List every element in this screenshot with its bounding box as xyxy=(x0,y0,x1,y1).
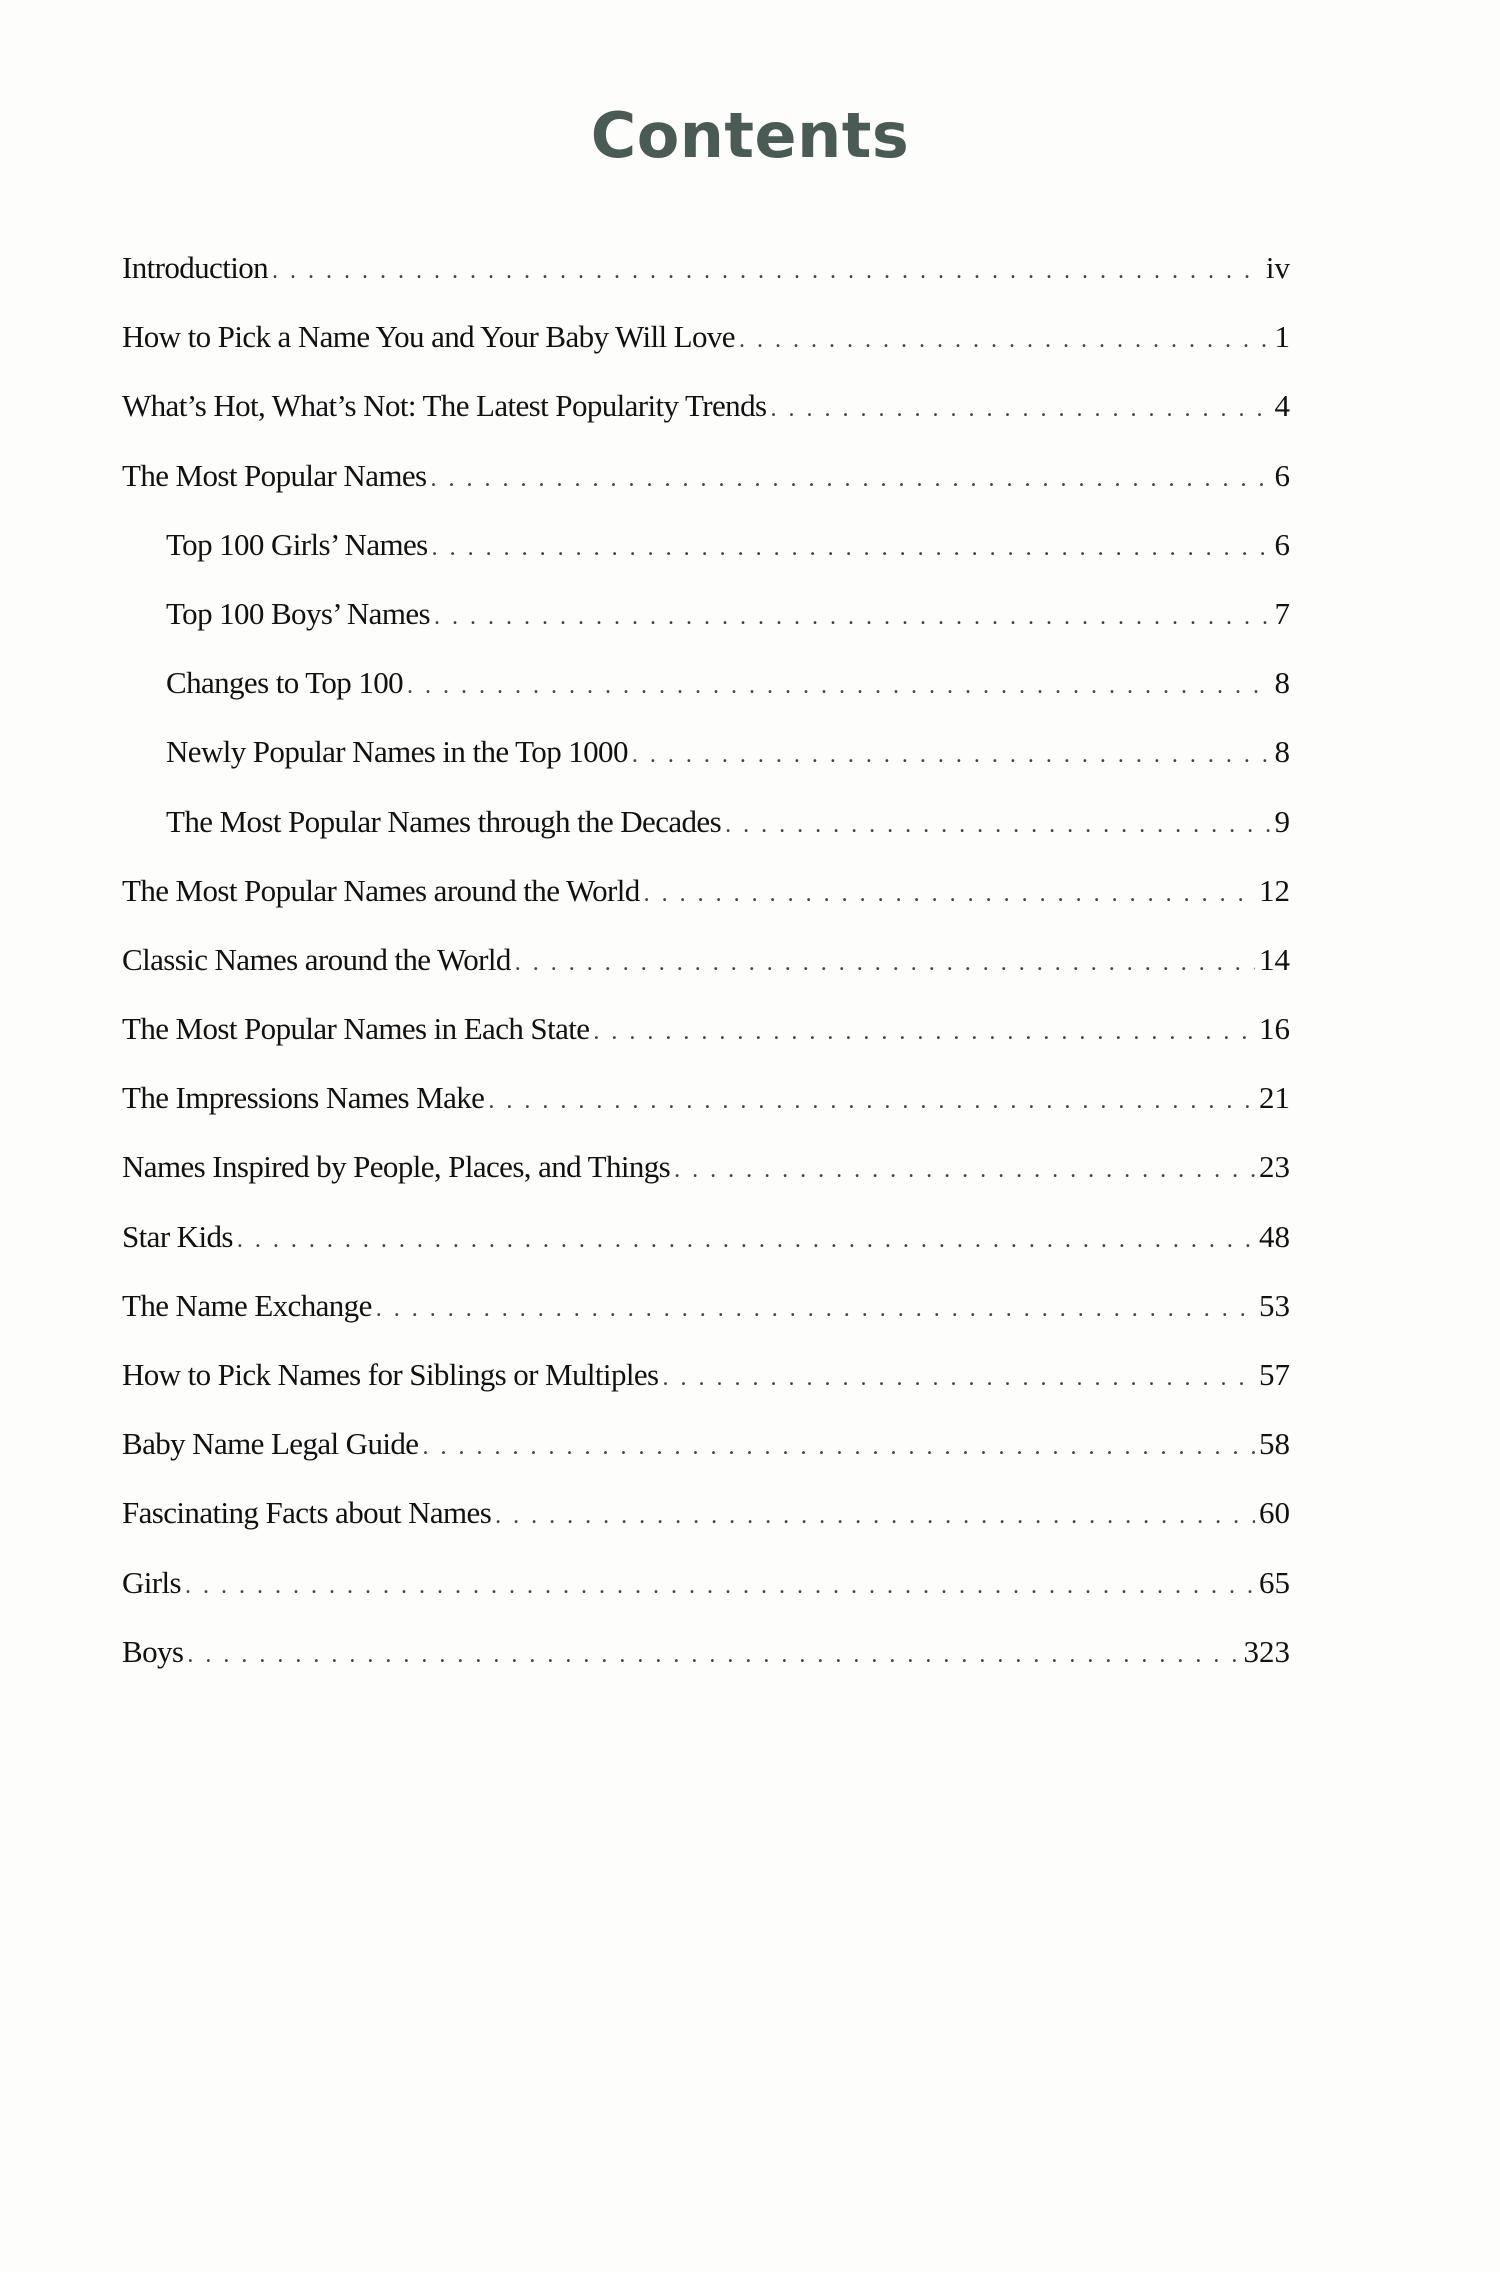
toc-entry-page: 14 xyxy=(1259,941,1290,977)
toc-entry xyxy=(122,457,1290,529)
toc-entry xyxy=(122,872,1290,944)
toc-entry-title: The Impressions Names Make xyxy=(122,1080,485,1116)
page-title: Contents xyxy=(590,99,910,172)
dot-leader xyxy=(376,1297,1255,1321)
toc-entry xyxy=(122,1287,1290,1359)
toc-entry-title: Changes to Top 100 xyxy=(166,665,404,701)
dot-leader xyxy=(237,1228,1255,1252)
toc-entry xyxy=(122,941,1290,1013)
toc-entry-title: Names Inspired by People, Places, and Things xyxy=(122,1149,671,1185)
dot-leader xyxy=(272,259,1262,283)
toc-entry-page: 6 xyxy=(1274,526,1290,562)
toc-entry xyxy=(122,736,1290,805)
toc-entry xyxy=(122,252,1290,321)
toc-entry-page: 12 xyxy=(1259,872,1290,908)
toc-entry-title: Top 100 Girls’ Names xyxy=(166,526,428,562)
toc-entry-title: How to Pick a Name You and Your Baby Will Love xyxy=(122,319,735,355)
dot-leader xyxy=(662,1366,1255,1390)
toc-entry-page: iv xyxy=(1265,250,1290,285)
toc-entry-title: The Most Popular Names around the World xyxy=(122,872,640,908)
toc-entry-title: How to Pick Names for Siblings or Multiples xyxy=(122,1357,659,1392)
toc-entry-title: Star Kids xyxy=(122,1218,233,1254)
toc-entry xyxy=(122,1564,1290,1636)
toc-entry xyxy=(122,526,1290,598)
toc-entry-page: 57 xyxy=(1259,1357,1290,1392)
toc-entry-title: Baby Name Legal Guide xyxy=(122,1426,419,1462)
dot-leader xyxy=(422,1435,1255,1459)
toc-entry-page: 1 xyxy=(1274,319,1290,355)
toc-entry-title: Newly Popular Names in the Top 1000 xyxy=(166,734,628,770)
toc-entry-page: 23 xyxy=(1259,1149,1290,1185)
toc-entry-title: Girls xyxy=(122,1564,182,1600)
toc-entry xyxy=(122,803,1290,875)
toc-entry xyxy=(122,390,1290,459)
dot-leader xyxy=(739,328,1271,352)
dot-leader xyxy=(185,1574,1255,1598)
dot-leader xyxy=(434,605,1271,629)
toc-entry xyxy=(122,321,1290,390)
toc-entry-page: 4 xyxy=(1274,388,1290,424)
toc-entry-title: Top 100 Boys’ Names xyxy=(166,595,430,631)
toc-entry-title: Classic Names around the World xyxy=(122,941,511,977)
toc-entry-page: 60 xyxy=(1259,1495,1290,1531)
toc-entry-title: The Most Popular Names through the Decades xyxy=(166,803,722,839)
toc-entry xyxy=(122,1359,1290,1428)
toc-entry-page: 8 xyxy=(1274,734,1290,770)
toc-entry-title: Boys xyxy=(122,1633,184,1669)
toc-entry-page: 48 xyxy=(1259,1218,1290,1254)
toc-entry-title: Introduction xyxy=(122,250,269,285)
toc-entry-page: 21 xyxy=(1259,1080,1290,1116)
toc-entry xyxy=(122,1428,1290,1497)
dot-leader xyxy=(632,743,1271,767)
toc-entry-title: The Most Popular Names in Each State xyxy=(122,1011,590,1047)
toc-entry-title: What’s Hot, What’s Not: The Latest Popularity Trends xyxy=(122,388,767,424)
toc-entry xyxy=(122,595,1290,667)
table-of-contents xyxy=(122,252,1290,1705)
toc-entry-page: 65 xyxy=(1259,1564,1290,1600)
dot-leader xyxy=(407,674,1270,698)
toc-entry xyxy=(122,1082,1290,1151)
dot-leader xyxy=(187,1643,1239,1667)
toc-entry xyxy=(122,1633,1290,1705)
toc-entry xyxy=(122,1151,1290,1220)
dot-leader xyxy=(644,882,1255,906)
toc-entry-page: 7 xyxy=(1274,595,1290,631)
toc-entry-page: 6 xyxy=(1274,457,1290,493)
toc-entry xyxy=(122,667,1290,736)
toc-entry-page: 16 xyxy=(1259,1011,1290,1047)
toc-entry-title: Fascinating Facts about Names xyxy=(122,1495,492,1531)
dot-leader xyxy=(515,951,1255,975)
toc-entry-page: 53 xyxy=(1259,1287,1290,1323)
toc-entry-title: The Most Popular Names xyxy=(122,457,427,493)
dot-leader xyxy=(770,397,1270,421)
toc-entry-page: 323 xyxy=(1243,1633,1290,1669)
dot-leader xyxy=(593,1020,1255,1044)
dot-leader xyxy=(674,1158,1255,1182)
toc-entry-page: 9 xyxy=(1274,803,1290,839)
dot-leader xyxy=(725,813,1270,837)
toc-entry-page: 8 xyxy=(1274,665,1290,701)
dot-leader xyxy=(431,467,1271,491)
dot-leader xyxy=(432,536,1271,560)
toc-entry xyxy=(122,1218,1290,1290)
dot-leader xyxy=(495,1504,1255,1528)
toc-entry-page: 58 xyxy=(1259,1426,1290,1462)
toc-entry xyxy=(122,1497,1290,1566)
dot-leader xyxy=(488,1089,1255,1113)
toc-entry xyxy=(122,1013,1290,1082)
toc-entry-title: The Name Exchange xyxy=(122,1287,372,1323)
